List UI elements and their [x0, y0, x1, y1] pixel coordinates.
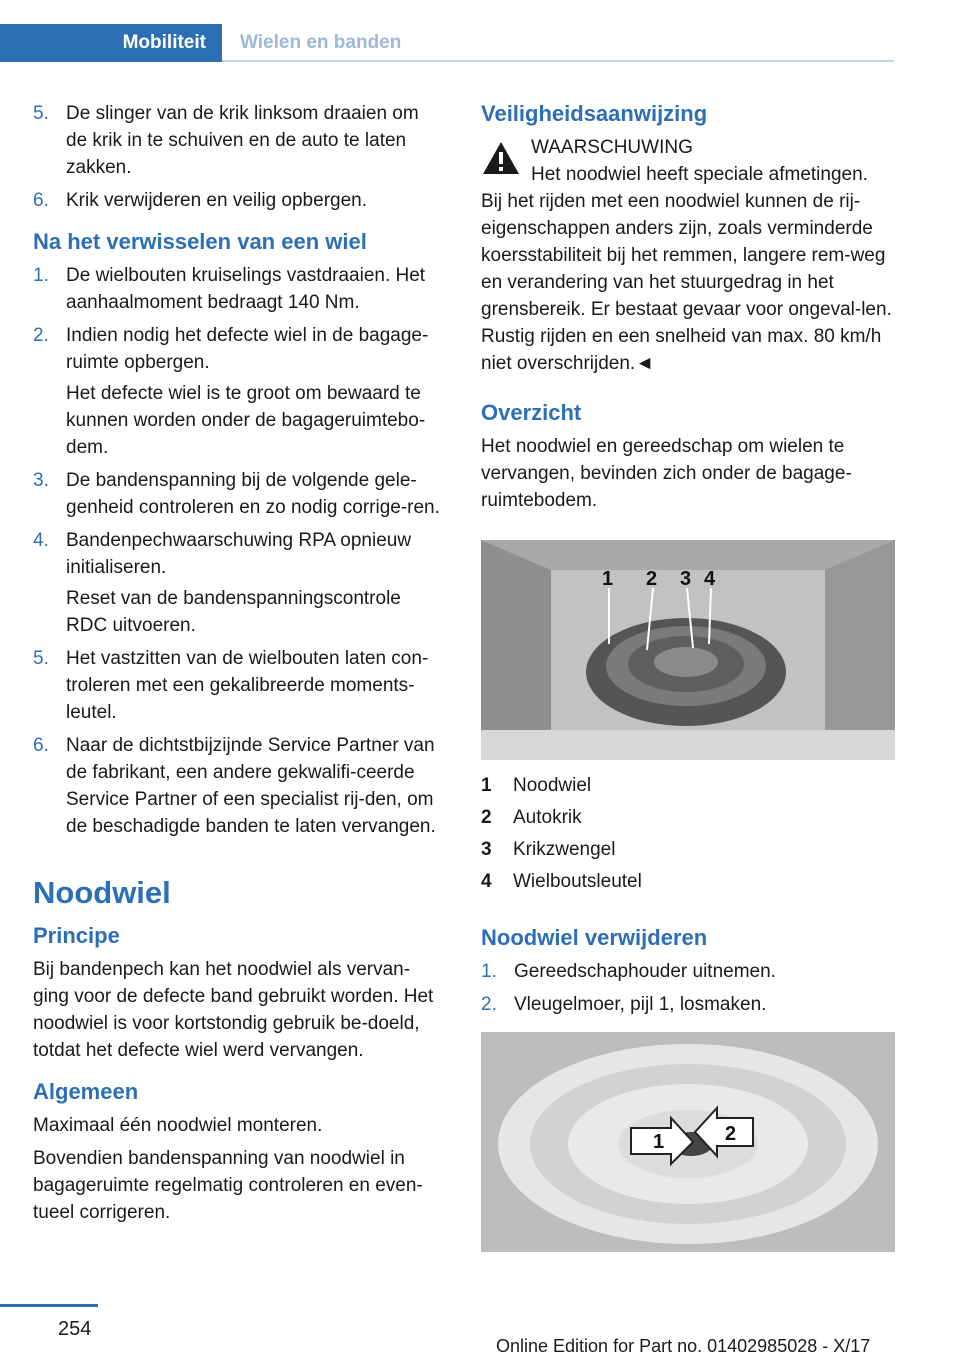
legend-label: Wielboutsleutel [513, 871, 642, 892]
step-text: Indien nodig het defecte wiel in de bagage-ruimte opbergen. [66, 325, 429, 373]
legend-label: Krikzwengel [513, 839, 616, 860]
chapter-tab: Wielen en banden [222, 24, 894, 62]
step-text: De bandenspanning bij de volgende gele-genheid controleren en zo nodig corrige-ren. [66, 470, 440, 518]
section-heading-overview: Overzicht [481, 400, 582, 425]
section-heading-algemeen: Algemeen [33, 1079, 139, 1104]
section-heading-safety: Veiligheidsaanwijzing [481, 101, 708, 126]
footer-divider [0, 1304, 98, 1307]
left-column [33, 100, 445, 1232]
step-number: 5. [33, 648, 49, 669]
legend-number: 4 [481, 871, 492, 892]
legend-list [481, 770, 895, 898]
legend-number: 3 [481, 839, 492, 860]
algemeen-paragraph-2: Bovendien bandenspanning van noodwiel in bagageruimte regelmatig controleren en even-tueel corrigeren. [33, 1148, 423, 1223]
legend-number: 2 [481, 807, 492, 828]
principe-paragraph: Bij bandenpech kan het noodwiel als vervan-ging voor de defecte band gebruikt worden. Het noodwiel is voor kortstondig gebruik be-doeld, totdat het defecte wiel werd vervangen. [33, 959, 434, 1061]
warning-triangle-icon [481, 140, 521, 176]
callout-2: 2 [646, 568, 658, 590]
step-text: Naar de dichtstbijzijnde Service Partner van de fabrikant, een andere gekwalifi-ceerde Service Partner of een specialist rij-den, om de beschadigde banden te laten vervangen. [66, 735, 436, 837]
list-item [33, 732, 445, 840]
step-text: Het vastzitten van de wielbouten laten con-troleren met een gekalibreerde moments-leutel. [66, 648, 429, 723]
step-text: Krik verwijderen en veilig opbergen. [66, 190, 367, 211]
list-item [481, 991, 895, 1018]
step-text: Bandenpechwaarschuwing RPA opnieuw initialiseren. [66, 530, 412, 578]
list-item [481, 958, 895, 985]
step-text: Vleugelmoer, pijl 1, losmaken. [514, 994, 767, 1015]
warning-label: WAARSCHUWING [531, 137, 693, 158]
section-heading-after-change: Na het verwisselen van een wiel [33, 229, 367, 254]
legend-number: 1 [481, 775, 492, 796]
warning-lead: Het noodwiel heeft speciale afmetingen. [531, 164, 868, 185]
warning-block [481, 134, 895, 188]
step-number: 1. [33, 265, 49, 286]
header-divider [222, 60, 894, 62]
legend-label: Noodwiel [513, 775, 592, 796]
trunk-illustration [481, 540, 895, 760]
algemeen-paragraph-1: Maximaal één noodwiel monteren. [33, 1115, 323, 1136]
legend-item [481, 802, 895, 834]
list-item [33, 187, 445, 214]
page-number: 254 [58, 1318, 92, 1340]
list-item [33, 100, 445, 181]
step-number: 1. [481, 961, 497, 982]
edition-note: Online Edition for Part no. 01402985028 - X/17 [496, 1336, 871, 1356]
list-item [33, 322, 445, 461]
step-text: Gereedschaphouder uitnemen. [514, 961, 776, 982]
callout-1: 1 [602, 568, 614, 590]
step-number: 6. [33, 190, 49, 211]
overview-paragraph: Het noodwiel en gereedschap om wielen te vervangen, bevinden zich onder de bagage-ruimtebodem. [481, 436, 852, 511]
step-note: Reset van de bandenspanningscontrole RDC uitvoeren. [66, 588, 401, 636]
step-number: 6. [33, 735, 49, 756]
list-item [33, 527, 445, 639]
wheel-illustration [481, 1032, 895, 1252]
chapter-heading-noodwiel: Noodwiel [33, 875, 171, 910]
callout-3: 3 [680, 568, 692, 590]
step-number: 3. [33, 470, 49, 491]
step-number: 2. [33, 325, 49, 346]
step-text: De wielbouten kruiselings vastdraaien. Het aanhaalmoment bedraagt 140 Nm. [66, 265, 426, 313]
arrow-callout-2: 2 [725, 1123, 737, 1145]
section-heading-remove: Noodwiel verwijderen [481, 925, 708, 950]
list-item [33, 645, 445, 726]
list-item [33, 467, 445, 521]
step-text: De slinger van de krik linksom draaien om de krik in te schuiven en de auto te laten zakken. [66, 103, 419, 178]
legend-item [481, 866, 895, 898]
step-number: 4. [33, 530, 49, 551]
warning-text: Bij het rijden met een noodwiel kunnen de rij-eigenschappen anders zijn, zoals verminderde koersstabiliteit bij het remmen, langere rem-weg en verandering van het stuurgedrag in het grensbereik. Er bestaat gevaar voor ongeval-len. Rustig rijden en een snelheid van max. 80 km/h niet overschrijden.◄ [481, 191, 892, 374]
legend-item [481, 770, 895, 802]
section-tab: Mobiliteit [0, 24, 222, 62]
arrow-callout-1: 1 [653, 1131, 665, 1153]
trunk-spare-wheel-image [481, 540, 895, 760]
list-item [33, 262, 445, 316]
page-header [0, 24, 894, 62]
step-number: 5. [33, 103, 49, 124]
legend-label: Autokrik [513, 807, 582, 828]
spare-wheel-nut-image [481, 1032, 895, 1252]
callout-4: 4 [704, 568, 716, 590]
legend-item [481, 834, 895, 866]
right-column [481, 100, 895, 1252]
step-note: Het defecte wiel is te groot om bewaard te kunnen worden onder de bagageruimtebo-dem. [66, 383, 426, 458]
step-number: 2. [481, 994, 497, 1015]
section-heading-principe: Principe [33, 923, 120, 948]
